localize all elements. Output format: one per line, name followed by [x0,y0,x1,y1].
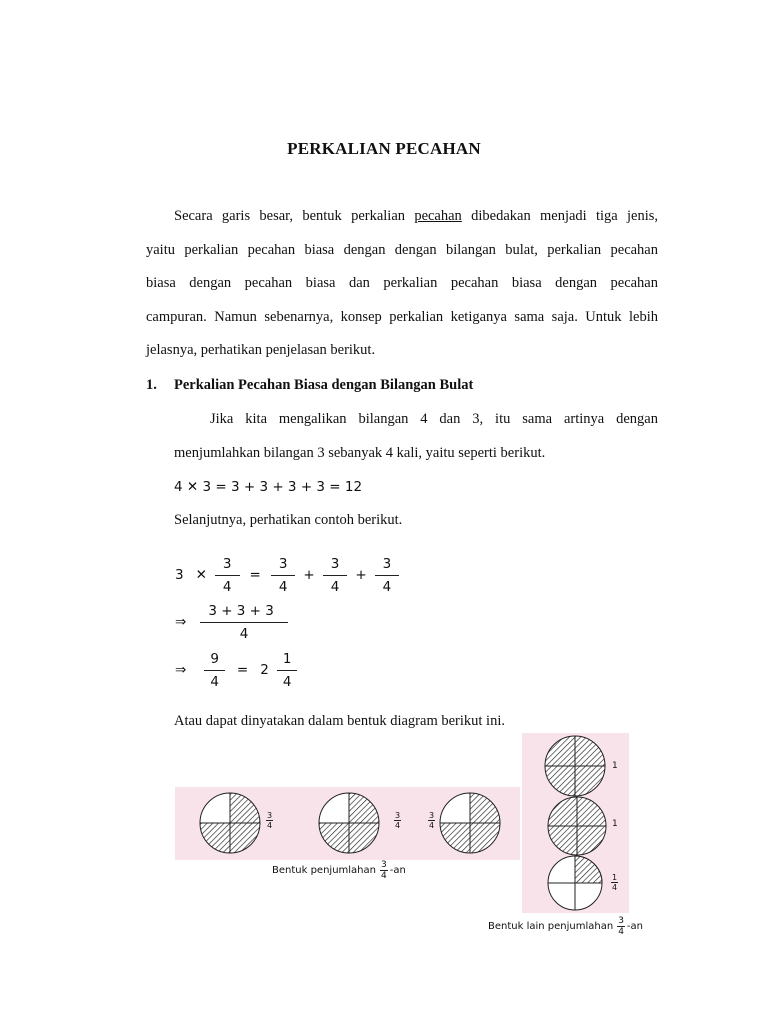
diagram-label-one: 1 [612,819,618,829]
fraction: $\frac{9}{4}$ [204,651,225,690]
full-circle-diagram [548,797,606,855]
intro-text: dibedakan menjadi tiga jenis, [471,208,659,224]
section-number: 1. [146,377,157,393]
times-sign: ✕ [195,567,207,583]
intro-line-5: jelasnya, perhatikan penjelasan berikut. [146,342,376,358]
section-paragraph-2: Selanjutnya, perhatikan contoh berikut. [174,512,403,528]
quarter-circle-diagram [548,856,602,910]
fraction: $\frac{1}{4}$ [277,651,298,690]
pecahan-link[interactable]: pecahan [414,208,462,224]
fraction: $\frac{3}{4}$ [323,556,348,595]
implies-arrow: ⇒ [175,662,187,678]
intro-line-4: campuran. Namun sebenarnya, konsep perkalian ketiganya sama saja. Untuk lebih [146,308,658,325]
diagram-right-caption: Bentuk lain penjumlahan $\frac{3}{4}$ -an [488,916,643,937]
fraction: $\frac{3 + 3 + 3}{4}$ [200,603,288,642]
diagram-circles-svg [175,787,520,860]
equals-sign: = [236,662,249,678]
equation-sum-over-4 [175,602,288,642]
caption-fraction: $\frac{3}{4}$ [618,916,624,937]
quarter-circle-diagram [319,793,379,853]
diagram-left-caption: Bentuk penjumlahan $\frac{3}{4}$ -an [272,860,406,881]
diagram-label-fraction: 1 4 [612,873,618,892]
equation-9-over-4 [175,650,297,690]
eq2-whole: 3 [175,567,184,583]
intro-line-3: biasa dengan pecahan biasa dan perkalian pecahan biasa dengan pecahan [146,275,658,291]
section-p1-line-1: Jika kita mengalikan bilangan 4 dan 3, itu sama artinya dengan [210,411,658,427]
intro-line-2: yaitu perkalian pecahan biasa dengan dengan bilangan bulat, perkalian pecahan [146,241,658,258]
plus-sign: + [303,567,315,583]
section-heading: Perkalian Pecahan Biasa dengan Bilangan Bulat [174,377,474,393]
diagram-label-fraction: 3 4 [395,811,401,830]
page-title: PERKALIAN PECAHAN [287,139,481,158]
diagram-label-one: 1 [612,761,618,771]
section-paragraph-3: Atau dapat dinyatakan dalam bentuk diagram berikut ini. [174,713,505,729]
diagram-alternate [522,733,629,913]
diagram-label-fraction: 3 4 [267,811,273,830]
equation-4x3: 4 ✕ 3 = 3 + 3 + 3 + 3 = 12 [174,479,363,495]
intro-text: Secara garis besar, bentuk perkalian [174,208,406,224]
diagram-three-quarters [175,787,520,860]
section-paragraph-1 [174,403,658,470]
quarter-circle-diagram [200,793,260,853]
whole-number: 2 [260,662,269,678]
caption-fraction: $\frac{3}{4}$ [380,860,387,881]
section-p1-line-2: menjumlahkan bilangan 3 sebanyak 4 kali, yaitu seperti berikut. [174,444,546,461]
fraction: $\frac{3}{4}$ [375,556,400,595]
quarter-circle-diagram [440,793,500,853]
diagram-label-fraction: 3 4 [429,811,435,830]
full-circle-diagram [545,736,605,796]
fraction: $\frac{3}{4}$ [271,556,296,595]
intro-paragraph [146,200,658,368]
implies-arrow: ⇒ [175,614,187,630]
fraction: $\frac{3}{4}$ [215,556,240,595]
plus-sign: + [355,567,367,583]
equals-sign: = [249,567,261,583]
intro-line-1 [146,200,658,234]
equation-3-times-fraction [175,555,399,595]
